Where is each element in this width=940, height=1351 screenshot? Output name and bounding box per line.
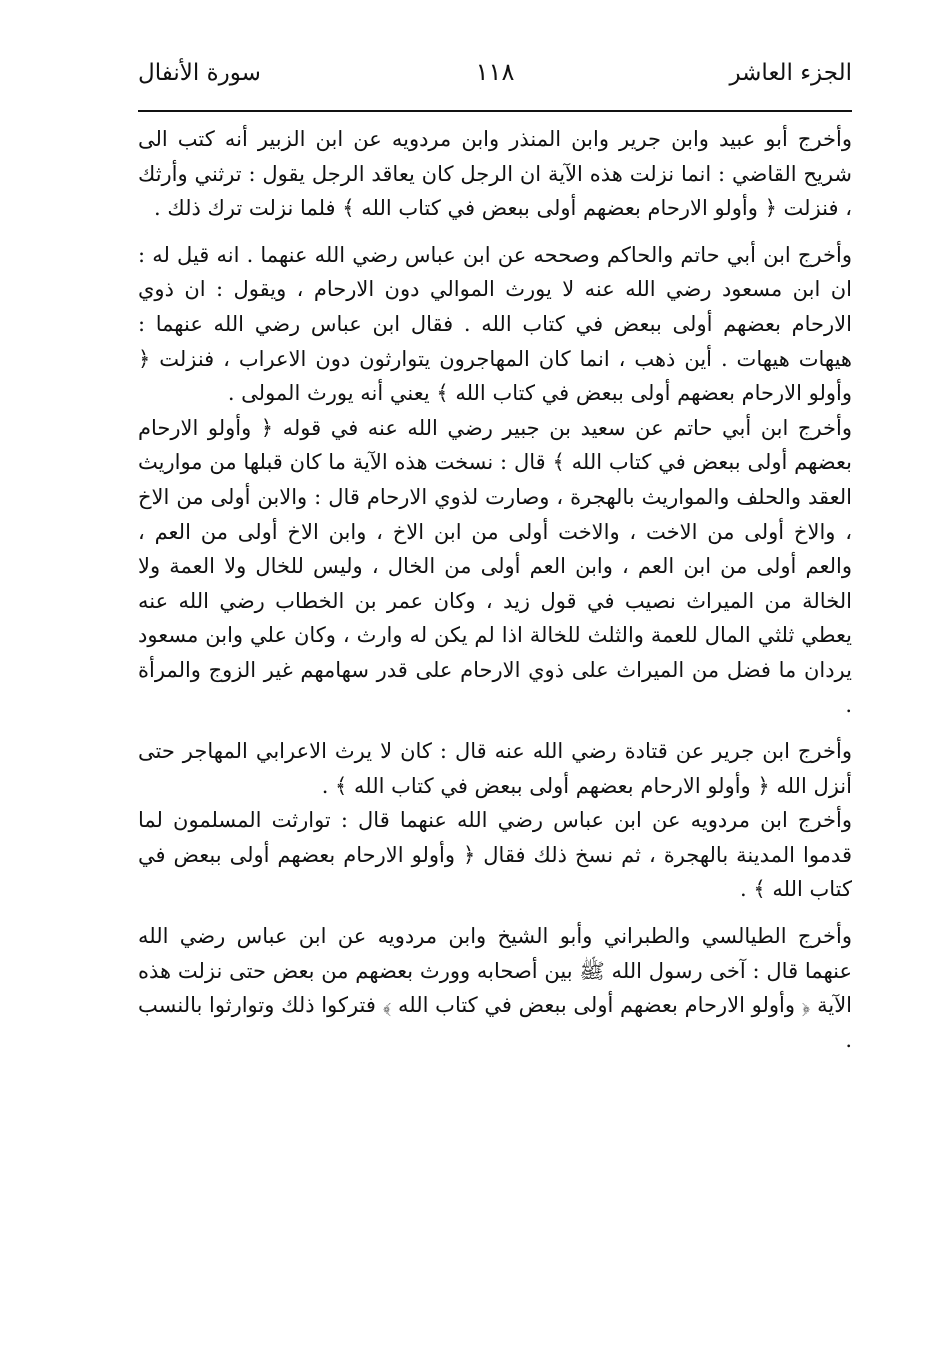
page-number: ١١٨ [475,58,515,86]
paragraph: وأخرج ابن مردويه عن ابن عباس رضي الله عنهما قال : توارثت المسلمون لما قدموا المدينة بالهجرة ، ثم نسخ ذلك فقال ﴿ وأولو الارحام بعضهم أولى ببعض في كتاب الله ﴾ . [138,808,852,902]
document-page [138,52,852,1069]
paragraph: وأخرج ابن أبي حاتم والحاكم وصححه عن ابن عباس رضي الله عنهما . انه قيل له : ان ابن مسعود رضي الله عنه لا يورث الموالي دون الارحام ، ويقول : ان ذوي الارحام بعضهم أولى ببعض في كتاب الله . فقال ابن عباس رضي الله عنهما : هيهات هيهات . أين ذهب ، انما كان المهاجرون يتوارثون دون الاعراب ، فنزلت ﴿ وأولو الارحام بعضهم أولى ببعض في كتاب الله ﴾ يعني أنه يورث المولى . [138,242,852,406]
paragraph: وأخرج الطيالسي والطبراني وأبو الشيخ وابن مردويه عن ابن عباس رضي الله عنهما قال : آخى رسول الله ﷺ بين أصحابه وورث بعضهم من بعض حتى نزلت هذه الآية ﴿ وأولو الارحام بعضهم أولى ببعض في كتاب الله ﴾ فتركوا ذلك وتوارثوا بالنسب . [138,924,852,1052]
page-body [138,112,852,1057]
part-title: الجزء العاشر [729,60,852,86]
paragraph: وأخرج ابن جرير عن قتادة رضي الله عنه قال : كان لا يرث الاعرابي المهاجر حتى أنزل الله ﴿ وأولو الارحام بعضهم أولى ببعض في كتاب الله ﴾ . [138,739,852,798]
surah-title: سورة الأنفال [138,60,261,86]
paragraph: وأخرج ابن أبي حاتم عن سعيد بن جبير رضي الله عنه في قوله ﴿ وأولو الارحام بعضهم أولى ببعض في كتاب الله ﴾ قال : نسخت هذه الآية ما كان قبلها من مواريث العقد والحلف والمواريث بالهجرة ، وصارت لذوي الارحام قال : والابن أولى من الاخ ، والاخ أولى من الاخت ، والاخت أولى من ابن الاخ ، وابن الاخ أولى من العم ، والعم أولى من ابن العم ، وابن العم أولى من الخال ، وليس للخال ولا العمة ولا الخالة من الميراث نصيب في قول زيد ، وكان عمر بن الخطاب رضي الله عنه يعطي ثلثي المال للعمة والثلث للخالة اذا لم يكن له وارث ، وكان علي وابن مسعود يردان ما فضل من الميراث على ذوي الارحام على قدر سهامهم غير الزوج والمرأة . [138,415,852,717]
page-header [138,52,852,110]
paragraph: وأخرج أبو عبيد وابن جرير وابن المنذر وابن مردويه عن ابن الزبير أنه كتب الى شريح القاضي : انما نزلت هذه الآية ان الرجل كان يعاقد الرجل يقول : ترثني وأرثك ، فنزلت ﴿ وأولو الارحام بعضهم أولى ببعض في كتاب الله ﴾ فلما نزلت ترك ذلك . [138,127,852,221]
